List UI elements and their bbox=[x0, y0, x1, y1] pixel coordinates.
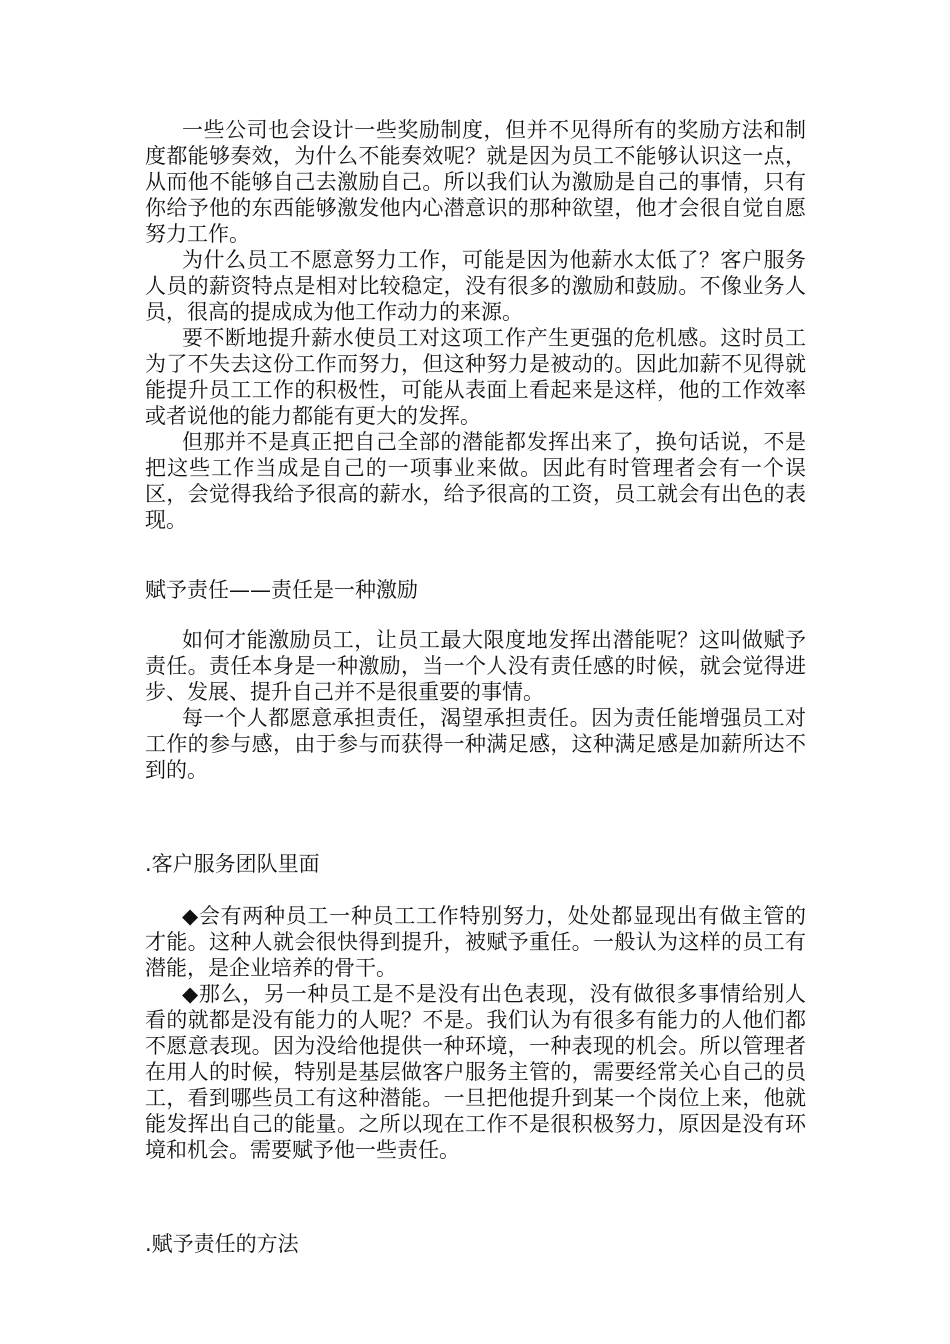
responsibility-paragraph: 每一个人都愿意承担责任，渴望承担责任。因为责任能增强员工对工作的参与感，由于参与而获得一种满足感，这种满足感是加薪所达不到的。 bbox=[145, 706, 806, 782]
section-heading-method: .赋予责任的方法 bbox=[145, 1232, 299, 1256]
responsibility-section bbox=[145, 627, 806, 783]
intro-paragraph: 一些公司也会设计一些奖励制度，但并不见得所有的奖励方法和制度都能够奏效，为什么不能奏效呢？就是因为员工不能够认识这一点，从而他不能够自己去激励自己。所以我们认为激励是自己的事情，只有你给予他的东西能够激发他内心潜意识的那种欲望，他才会很自觉自愿努力工作。 bbox=[145, 118, 806, 246]
team-section bbox=[145, 903, 806, 1163]
intro-paragraph: 但那并不是真正把自己全部的潜能都发挥出来了，换句话说，不是把这些工作当成是自己的一项事业来做。因此有时管理者会有一个误区，会觉得我给予很高的薪水，给予很高的工资，员工就会有出色的表现。 bbox=[145, 430, 806, 532]
team-paragraph: ◆那么，另一种员工是不是没有出色表现，没有做很多事情给别人看的就都是没有能力的人呢？不是。我们认为有很多有能力的人他们都不愿意表现。因为没给他提供一种环境，一种表现的机会。所以管理者在用人的时候，特别是基层做客户服务主管的，需要经常关心自己的员工，看到哪些员工有这种潜能。一旦把他提升到某一个岗位上来，他就能发挥出自己的能量。之所以现在工作不是很积极努力，原因是没有环境和机会。需要赋予他一些责任。 bbox=[145, 982, 806, 1162]
intro-section bbox=[145, 117, 806, 533]
intro-paragraph: 为什么员工不愿意努力工作，可能是因为他薪水太低了？客户服务人员的薪资特点是相对比较稳定，没有很多的激励和鼓励。不像业务人员，很高的提成成为他工作动力的来源。 bbox=[145, 248, 806, 324]
responsibility-paragraph: 如何才能激励员工，让员工最大限度地发挥出潜能呢？这叫做赋予责任。责任本身是一种激励，当一个人没有责任感的时候，就会觉得进步、发展、提升自己并不是很重要的事情。 bbox=[145, 628, 806, 704]
intro-paragraph: 要不断地提升薪水使员工对这项工作产生更强的危机感。这时员工为了不失去这份工作而努力，但这种努力是被动的。因此加薪不见得就能提升员工工作的积极性，可能从表面上看起来是这样，他的工作效率或者说他的能力都能有更大的发挥。 bbox=[145, 326, 806, 428]
document-body bbox=[145, 117, 806, 1257]
section-heading-team: .客户服务团队里面 bbox=[145, 852, 320, 876]
section-heading-responsibility: 赋予责任——责任是一种激励 bbox=[145, 578, 418, 602]
team-paragraph: ◆会有两种员工一种员工工作特别努力，处处都显现出有做主管的才能。这种人就会很快得到提升，被赋予重任。一般认为这样的员工有潜能，是企业培养的骨干。 bbox=[145, 904, 806, 980]
